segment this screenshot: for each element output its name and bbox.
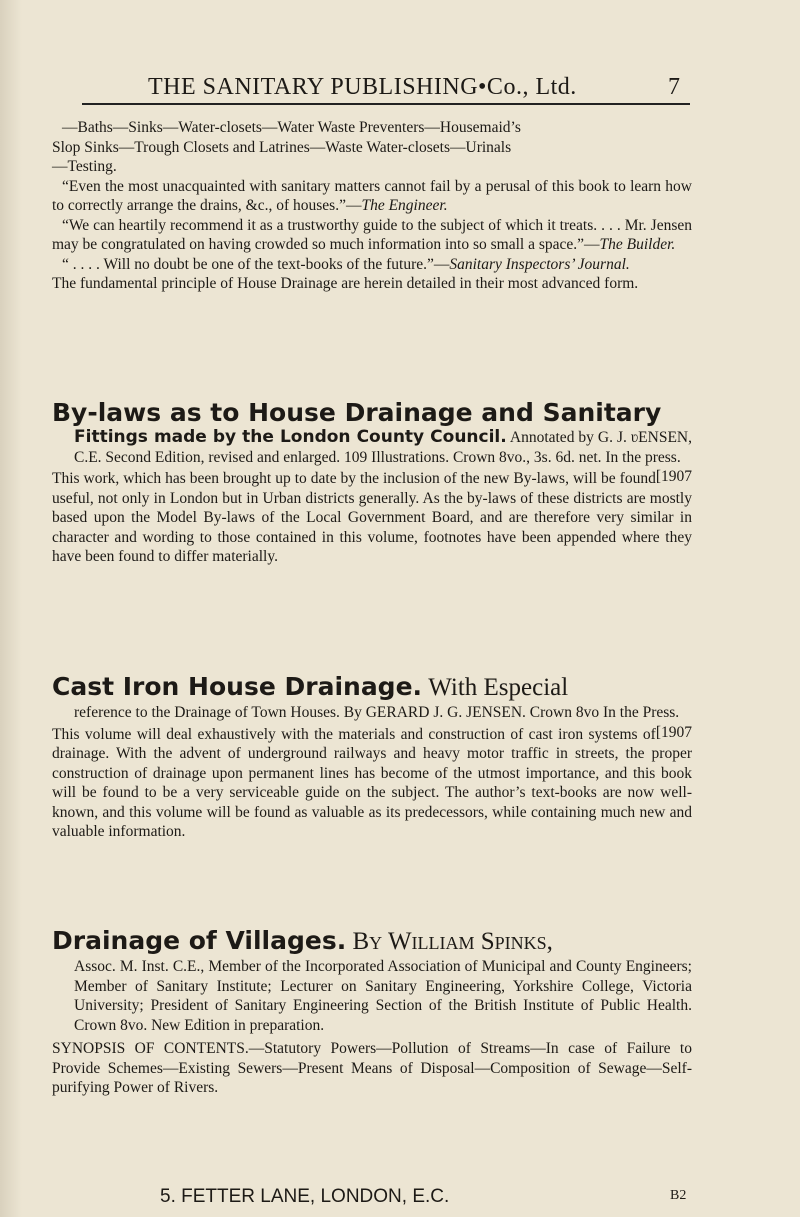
page-number: 7 [668,74,681,100]
review-builder: “We can heartily recommend it as a trustworthy guide to the subject of which it treats. . . . Mr. Jensen may be congratulated on having crowded so much information into so small a space.”—The Builder. [52,216,692,253]
entry-title: Drainage of Villages. [52,926,347,955]
intro-closing: The fundamental principle of House Drainage are herein detailed in their most advanced form. [52,275,639,292]
page-footer [160,1186,700,1208]
footer-address: 5. FETTER LANE, LONDON, E.C. [160,1186,450,1207]
review-source: Sanitary Inspectors’ Journal. [449,255,630,273]
intro-section [52,118,692,294]
review-engineer: “Even the most unacquainted with sanitary matters cannot fail by a perusal of this book to learn how to correctly arrange the drains, &c., of houses.”—The Engineer. [52,177,692,214]
signature-mark: B2 [670,1188,687,1203]
entry-body: This volume will deal exhaustively with the materials and construction of cast iron systems of drainage. With the advent of underground railways and heavy motor traffic in streets, the proper construction of drainage upon permanent lines has become of the utmost importance, and this book will be found to be a very serviceable guide on the subject. The author’s text-books are now well-known, and this volume will be found as valuable as its predecessors, while containing much new and valuable information. [52,725,692,840]
entry-year: [1907 [655,723,692,741]
intro-line-2: Slop Sinks—Trough Closets and Latrines—Waste Water-closets—Urinals [52,138,512,156]
entry-details: Assoc. M. Inst. C.E., Member of the Incorporated Association of Municipal and County Engineers; Member of Sanitary Institute; Lecturer on Sanitary Engineering, Yorkshire College, Victoria University; President of Sanitary Engineering Section of the British Institute of Public Health. Crown 8vo. New Edition in preparation. [74,958,692,1034]
entry-title: Cast Iron House Drainage. [52,672,423,701]
entry-year: [1907 [655,468,692,485]
entry-heading [52,672,692,703]
entry-title-tail: With Especial [428,674,569,701]
entry-subtitle: Fittings made by the London County Council. [74,427,507,447]
header-title: THE SANITARY PUBLISHING•Co., Ltd. [148,74,577,100]
running-header [148,74,688,101]
entry-cast-iron [52,672,692,842]
entry-villages [52,926,692,1098]
review-source: The Builder. [599,236,676,253]
page-fold-shadow [0,0,22,1217]
entry-bylaws [52,398,692,567]
header-rule [82,103,690,105]
intro-line-1: —Baths—Sinks—Water-closets—Water Waste Preventers—Housemaid’s [62,119,521,136]
review-inspectors: “ . . . . Will no doubt be one of the text-books of the future.”—Sanitary Inspectors’ Journal. [62,255,630,273]
entry-author: By William Spinks, [352,928,553,955]
entry-body: This work, which has been brought up to date by the inclusion of the new By-laws, will be found useful, not only in London but in Urban districts generally. As the by-laws of these districts are mostly based upon the Model By-laws of the Local Government Board, and are therefore very similar in character and wording to those contained in this volume, footnotes have been appended where they have been found to differ materially. [52,470,692,565]
entry-title: By-laws as to House Drainage and Sanitary [52,398,662,427]
entry-details: reference to the Drainage of Town Houses. By GERARD J. G. JENSEN. Crown 8vo In the Press. [1907 [74,704,692,741]
entry-synopsis: SYNOPSIS OF CONTENTS.—Statutory Powers—Pollution of Streams—In case of Failure to Provide Schemes—Existing Sewers—Present Means of Disposal—Composition of Sewage—Self-purifying Power of Rivers. [52,1040,692,1096]
review-source: The Engineer. [361,197,448,214]
intro-line-3: —Testing. [52,158,117,175]
entry-heading [52,926,692,957]
entry-details: Fittings made by the London County Council. Annotated by G. J. ʋENSEN, C.E. Second Edition, revised and enlarged. 109 Illustrations. Crown 8vo., 3s. 6d. net. In the press. [1907 [74,427,692,485]
